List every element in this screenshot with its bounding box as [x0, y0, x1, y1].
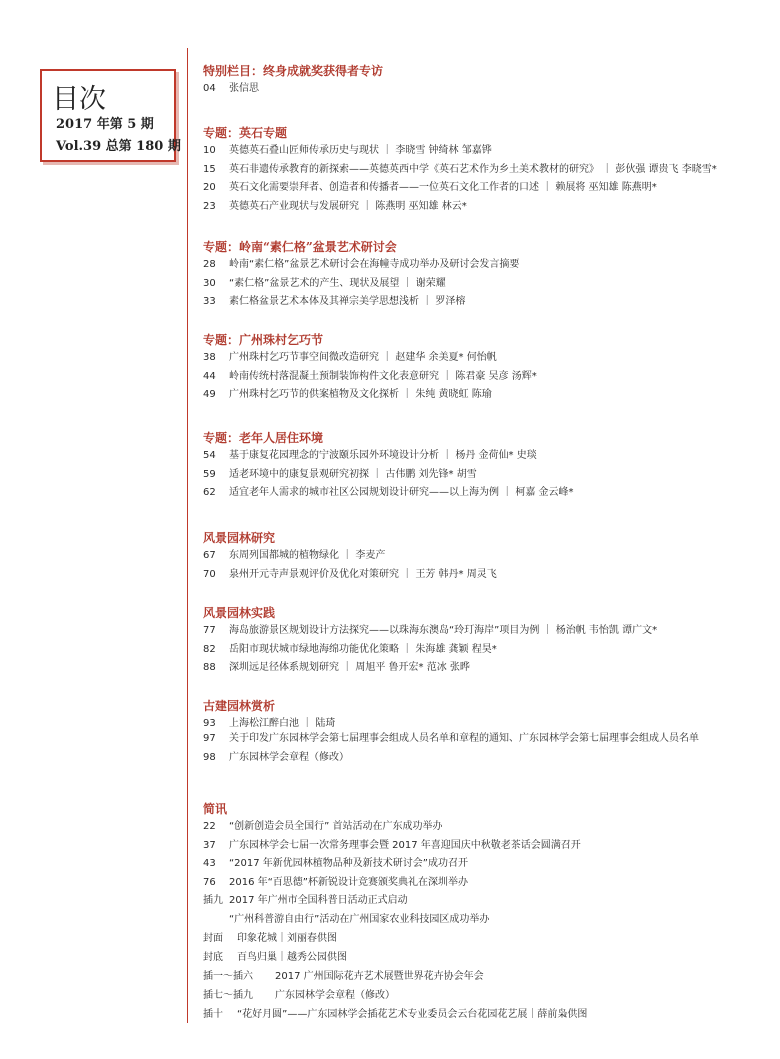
entry-title: 适宜老年人需求的城市社区公园规划设计研究——以上海为例 ｜ 柯嘉 金云峰* [229, 487, 574, 498]
toc-entry[interactable] [203, 568, 497, 582]
entry-page-number: 33 [203, 296, 216, 307]
entry-title: 英德英石产业现状与发展研究 ｜ 陈燕明 巫知雄 林云* [229, 200, 467, 212]
entry-title: “广州科普游自由行”活动在广州国家农业科技园区成功举办 [229, 913, 490, 925]
entry-title: 广州珠村乞巧节的供案植物及文化探析 ｜ 朱纯 黄晓虹 陈瑜 [229, 389, 492, 400]
toc-entry[interactable] [203, 163, 717, 177]
toc-entry[interactable] [203, 468, 477, 482]
entry-page-number: 77 [203, 625, 216, 636]
entry-title: 广东园林学会章程（修改） [229, 751, 349, 763]
entry-title: 2016 年“百思德”杯新锐设计竞赛颁奖典礼在深圳举办 [229, 876, 468, 888]
entry-page-number: 37 [203, 839, 216, 851]
cover-credit [203, 951, 347, 965]
entry-title: 岭南传统村落混凝土预制装饰构件文化表意研究 ｜ 陈君豪 吴彦 汤辉* [229, 370, 537, 382]
toc-entry[interactable] [203, 258, 519, 272]
cover-credit [203, 970, 484, 984]
entry-title: 广州珠村乞巧节事空间微改造研究 ｜ 赵建华 余美夏* 何怡帆 [229, 352, 497, 363]
cover-credit-label: 插七～插九 [203, 990, 253, 1001]
entry-title: 海岛旅游景区规划设计方法探究——以珠海东澳岛“玲玎海岸”项目为例 ｜ 杨治帆 韦怡凯 谭广文* [229, 625, 658, 636]
entry-title: 岳阳市现状城市绿地海绵功能优化策略 ｜ 朱海雄 龚颖 程昊* [229, 643, 497, 655]
cover-credit-label: 插一～插六 [203, 971, 253, 982]
toc-entry[interactable] [203, 295, 465, 309]
entry-page-number: 67 [203, 550, 216, 561]
entry-title: 英石非遗传承教育的新探索——英德英西中学《英石艺术作为乡土美术教材的研究》 ｜ 彭伙强 谭贵飞 李晓雪* [229, 163, 717, 175]
entry-title: “2017 年新优园林植物品种及新技术研讨会”成功召开 [229, 858, 468, 869]
toc-entry[interactable] [203, 839, 581, 853]
entry-title: “素仁格”盆景艺术的产生、现状及展望 ｜ 谢荣耀 [229, 277, 446, 289]
entry-page-number: 98 [203, 751, 216, 763]
cover-credit-label: 封面 [203, 933, 223, 944]
issue-number: 2017 年第 5 期 [56, 117, 154, 132]
toc-entry[interactable] [203, 661, 470, 675]
entry-title: 深圳远足径体系规划研究 ｜ 周旭平 鲁开宏* 范冰 张晔 [229, 662, 470, 673]
entry-page-number: 59 [203, 468, 216, 480]
entry-page-number: 93 [203, 718, 216, 729]
divider-line [187, 48, 188, 1023]
toc-title-box [40, 69, 181, 162]
toc-entry[interactable] [203, 277, 446, 291]
cover-credit-text: 2017 广州国际花卉艺术展暨世界花卉协会年会 [275, 971, 484, 982]
entry-title: 关于印发广东园林学会第七届理事会组成人员名单和章程的通知、广东园林学会第七届理事会组成人员名单 [229, 733, 699, 744]
entry-page-number: 20 [203, 182, 216, 193]
entry-page-number: 04 [203, 83, 216, 94]
toc-entry[interactable] [203, 449, 537, 463]
toc-entry[interactable] [203, 181, 657, 195]
section-heading: 专题：岭南“素仁格”盆景艺术研讨会 [203, 240, 397, 254]
toc-entry[interactable] [203, 388, 492, 402]
toc-entry[interactable] [203, 200, 467, 214]
section-heading: 风景园林实践 [203, 606, 276, 620]
entry-page-number: 22 [203, 821, 216, 832]
section-heading: 专题：英石专题 [203, 126, 288, 140]
toc-entry[interactable] [203, 643, 497, 657]
cover-credit [203, 932, 337, 946]
toc-entry[interactable] [203, 751, 349, 765]
entry-title: 素仁格盆景艺术本体及其禅宗美学思想浅析 ｜ 罗泽榕 [229, 296, 466, 307]
entry-page-number: 97 [203, 733, 216, 744]
toc-title: 目次 [52, 84, 106, 115]
entry-page-number: 62 [203, 487, 216, 498]
entry-page-number: 54 [203, 450, 216, 461]
entry-page-number: 82 [203, 643, 216, 655]
section-heading: 专题：老年人居住环境 [203, 431, 324, 445]
toc-entry[interactable] [203, 717, 335, 731]
entry-title: 2017 年广州市全国科普日活动正式启动 [229, 895, 408, 906]
toc-entry[interactable] [203, 144, 492, 158]
entry-page-number: 44 [203, 370, 216, 382]
cover-credit [203, 1008, 587, 1022]
entry-page-number: 70 [203, 568, 216, 580]
entry-page-number: 38 [203, 352, 216, 363]
entry-title: 泉州开元寺声景观评价及优化对策研究 ｜ 王芳 韩丹* 周灵飞 [229, 568, 497, 580]
section-heading: 风景园林研究 [203, 531, 276, 545]
toc-entry[interactable] [203, 857, 468, 871]
entry-page-number: 88 [203, 662, 216, 673]
entry-page-number: 插九 [203, 895, 223, 906]
toc-entry[interactable] [203, 82, 259, 96]
cover-credit-label: 插十 [203, 1009, 223, 1020]
toc-entry[interactable] [203, 732, 699, 746]
entry-title: 岭南“素仁格”盆景艺术研讨会在海幢寺成功举办及研讨会发言摘要 [229, 259, 520, 270]
entry-title: 英德英石叠山匠师传承历史与现状 ｜ 李晓雪 钟绮林 邹嘉铧 [229, 145, 492, 156]
entry-page-number: 76 [203, 876, 216, 888]
volume-number: Vol.39 总第 180 期 [56, 139, 181, 154]
toc-entry[interactable] [229, 913, 489, 927]
toc-entry[interactable] [203, 876, 468, 890]
section-heading: 古建园林赏析 [203, 699, 276, 713]
entry-title: 上海松江醉白池 ｜ 陆琦 [229, 718, 336, 729]
entry-page-number: 43 [203, 858, 216, 869]
entry-page-number: 15 [203, 163, 216, 175]
entry-page-number: 23 [203, 200, 216, 212]
entry-title: 广东园林学会七届一次常务理事会暨 2017 年喜迎国庆中秋敬老茶话会圆满召开 [229, 839, 581, 851]
cover-credit-label: 封底 [203, 952, 223, 963]
entry-page-number: 10 [203, 145, 216, 156]
entry-page-number: 30 [203, 277, 216, 289]
entry-title: 东周列国都城的植物绿化 ｜ 李麦产 [229, 550, 386, 561]
toc-entry[interactable] [203, 894, 408, 908]
toc-entry[interactable] [203, 624, 657, 638]
entry-title: 英石文化需要崇拜者、创造者和传播者——一位英石文化工作者的口述 ｜ 赖展将 巫知雄 陈燕明* [229, 182, 657, 193]
section-heading: 简讯 [203, 802, 228, 816]
cover-credit-text: 百鸟归巢｜越秀公园供图 [237, 952, 347, 963]
entry-title: “创新创造会员全国行” 首站活动在广东成功举办 [229, 821, 443, 832]
cover-credit-text: 印象花城｜刘丽春供图 [237, 933, 337, 944]
cover-credit-text: 广东园林学会章程（修改） [275, 990, 395, 1001]
entry-title: 基于康复花园理念的宁波颐乐园外环境设计分析 ｜ 杨丹 金荷仙* 史琰 [229, 450, 537, 461]
entry-page-number: 49 [203, 389, 216, 400]
toc-entry[interactable] [203, 486, 574, 500]
entry-title: 张信思 [229, 83, 259, 94]
section-heading: 专题：广州珠村乞巧节 [203, 333, 324, 347]
toc-entry[interactable] [203, 370, 537, 384]
toc-entry[interactable] [203, 820, 443, 834]
toc-entry[interactable] [203, 351, 497, 365]
entry-title: 适老环境中的康复景观研究初探 ｜ 古伟鹏 刘先锋* 胡雪 [229, 468, 477, 480]
section-heading: 特别栏目：终身成就奖获得者专访 [203, 64, 384, 78]
cover-credit-text: “花好月圆”——广东园林学会插花艺术专业委员会云台花园花艺展｜薛前枭供图 [237, 1009, 588, 1020]
cover-credit [203, 989, 395, 1003]
entry-page-number: 28 [203, 259, 216, 270]
toc-entry[interactable] [203, 549, 385, 563]
